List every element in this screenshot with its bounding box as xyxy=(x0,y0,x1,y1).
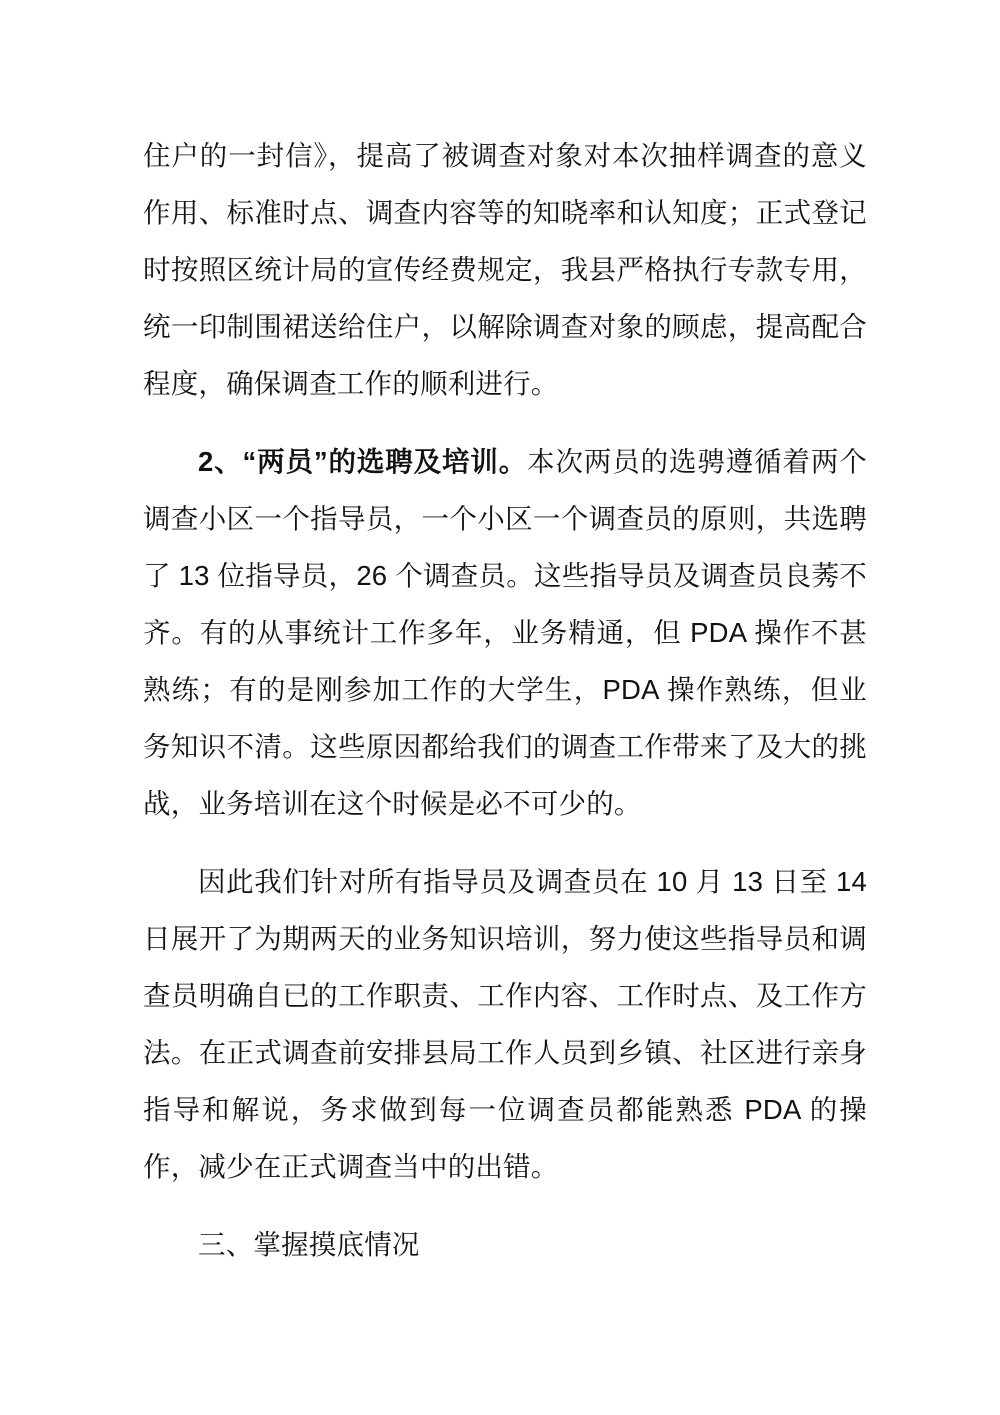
paragraph-training: 因此我们针对所有指导员及调查员在 10 月 13 日至 14 日展开了为期两天的业务知识培训，努力使这些指导员和调查员明确自已的工作职责、工作内容、工作时点、及工作方法。在正式调查前安排县局工作人员到乡镇、社区进行亲身指导和解说，务求做到每一位调查员都能熟悉 PDA 的操作，减少在正式调查当中的出错。 xyxy=(143,866,867,1182)
paragraph-two-members-text: 本次两员的选骋遵循着两个调查小区一个指导员，一个小区一个调查员的原则，共选聘了 13 位指导员，26 个调查员。这些指导员及调查员良莠不齐。有的从事统计工作多年，业务精通，但 PDA 操作不甚熟练；有的是刚参加工作的大学生，PDA 操作熟练，但业务知识不清。这些原因都给我们的调查工作带来了及大的挑战，业务培训在这个时候是必不可少的。 xyxy=(143,446,867,819)
section-heading: 三、掌握摸底情况 xyxy=(198,1229,420,1260)
paragraph-two-members-bold-lead: 2、“两员”的选聘及培训。 xyxy=(198,446,528,477)
paragraph-continuation: 住户的一封信》，提高了被调查对象对本次抽样调查的意义作用、标准时点、调查内容等的知晓率和认知度；正式登记时按照区统计局的宣传经费规定，我县严格执行专款专用，统一印制围裙送给住户，以解除调查对象的顾虑，提高配合程度，确保调查工作的顺利进行。 xyxy=(143,140,867,399)
document-body xyxy=(143,127,867,1273)
paragraph-two-members xyxy=(143,433,867,832)
